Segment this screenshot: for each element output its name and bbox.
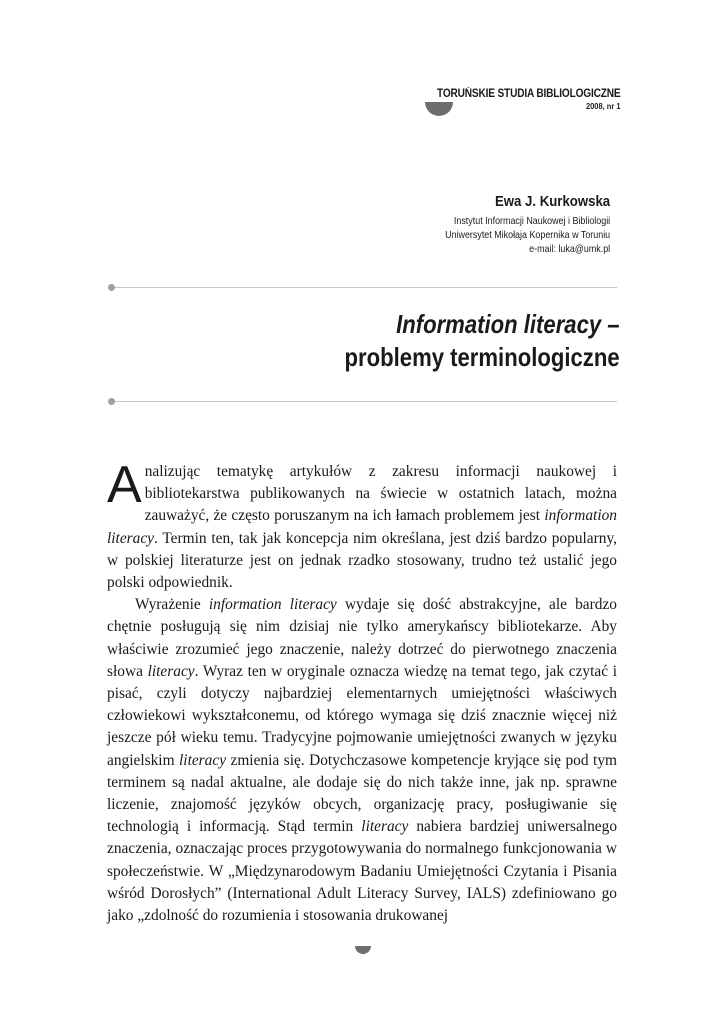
author-email: e-mail: luka@umk.pl [529, 243, 610, 255]
article-body [107, 456, 618, 927]
body-text-span: Wyrażenie [135, 596, 209, 614]
body-emphasis: information literacy [107, 507, 617, 547]
rule-dot [108, 398, 115, 405]
body-text-span: nalizując tematykę artykułów z zakresu informacji naukowej i bibliotekarstwa publikowanych na świecie w ostatnich latach, można zauważyć, że często poruszanym na ich łamach problemem jest [144, 463, 617, 525]
journal-issue: 2008, nr 1 [585, 101, 620, 111]
body-text-span: . Wyraz ten w oryginale oznacza wiedzę na temat tego, jak czytać i pisać, czyli dotyczy najbardziej elementarnych umiejętności właściwych człowiekowi wykształconemu, od którego wymaga się dziś znacznie więcej niż jeszcze pół wieku temu. Tradycyjne pojmowanie umiejętności zwanych w języku angielskim [107, 662, 617, 769]
drop-cap: A [107, 456, 142, 514]
author-name: Ewa J. Kurkowska [494, 193, 610, 210]
body-emphasis: literacy [179, 751, 227, 769]
body-emphasis: information literacy [208, 596, 337, 614]
author-affiliation-university: Uniwersytet Mikołaja Kopernika w Toruniu [444, 229, 610, 241]
rule-dot [108, 284, 115, 291]
article-title-line2: problemy terminologiczne [344, 342, 620, 372]
body-text-span: zmienia się. Dotychczasowe kompetencje kryjące się pod tym terminem są nadal aktualne, ale dodaje się do nich także inne, jak np. sprawne liczenie, znajomość języków obcych, organizację pracy, posługiwanie się technologią i informacją. Stąd termin [107, 751, 617, 836]
body-text-span: wydaje się dość abstrakcyjne, ale bardzo chętnie posługują się nim dzisiaj nie tylko amerykańscy bibliotekarze. Aby właściwie zrozumieć jego znaczenie, należy dotrzeć do pierwotnego znaczenia słowa [107, 596, 617, 680]
body-paragraph-2 [107, 594, 617, 927]
body-paragraph-1 [107, 456, 617, 594]
author-block [416, 193, 610, 256]
title-top-rule [112, 287, 617, 288]
title-bottom-rule [112, 401, 617, 402]
body-emphasis: literacy [147, 662, 195, 680]
article-title-line1: Information literacy – [396, 309, 620, 339]
footer-ornament-shape [355, 946, 371, 954]
body-emphasis: literacy [361, 818, 409, 836]
body-text-span: . Termin ten, tak jak koncepcja nim określana, jest dziś bardzo popularny, w polskiej literaturze jest on jednak rzadko stosowany, trudno też ustalić jego polski odpowiednik. [107, 529, 617, 592]
article-title [296, 308, 620, 374]
author-affiliation-institute: Instytut Informacji Naukowej i Bibliologii [453, 215, 610, 227]
journal-title: TORUŃSKIE STUDIA BIBLIOLOGICZNE [436, 88, 620, 100]
header-ornament-shape [425, 102, 453, 116]
body-text-span: nabiera bardziej uniwersalnego znaczenia, oznaczając proces przygotowywania do normalnego funkcjonowania w społeczeństwie. W „Międzynarodowym Badaniu Umiejętności Czytania i Pisania wśród Dorosłych” (International Adult Literacy Survey, IALS) zdefiniowano go jako „zdolność do rozumienia i stosowania drukowanej [107, 818, 618, 925]
